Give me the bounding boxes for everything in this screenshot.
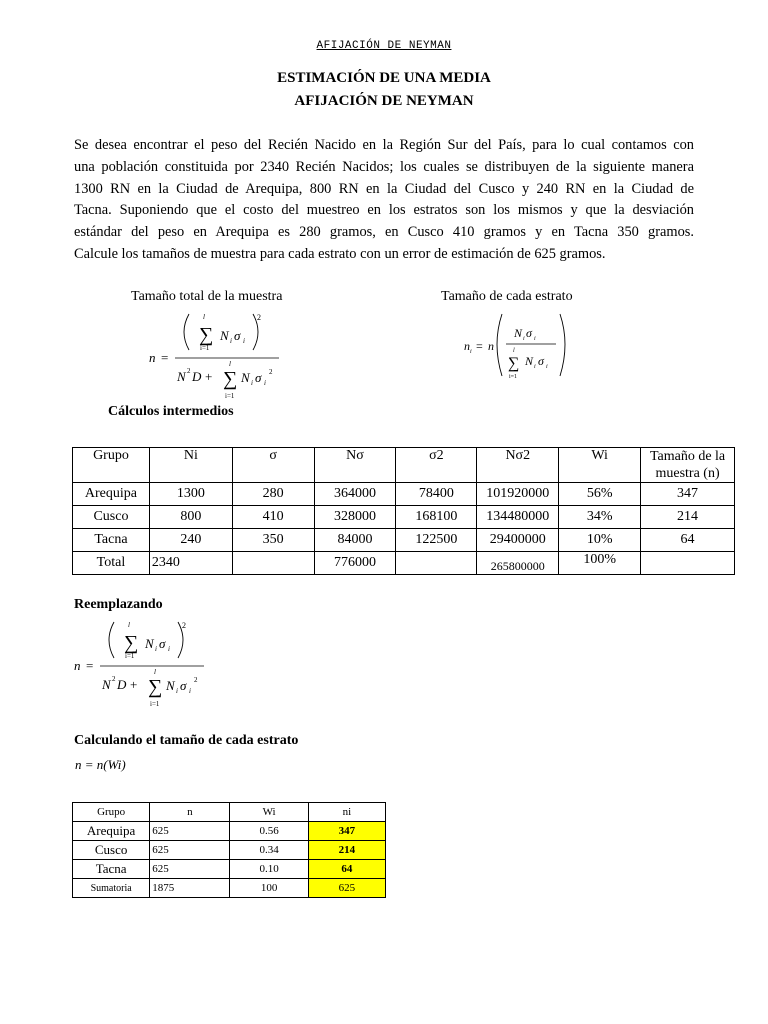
table-cell: 29400000 [477,529,559,552]
table-row [73,529,735,552]
table-cell: 0.34 [230,841,308,860]
formula-sub: i [264,379,266,387]
label-total-sample: Tamaño total de la muestra [131,289,283,304]
formula-N: N [220,328,229,343]
formula-square: 2 [182,621,186,630]
formula-eq: = [161,350,169,365]
header-cell: Wi [559,448,641,483]
table-cell: 625 [150,860,230,879]
title-line-1: ESTIMACIÓN DE UNA MEDIA [277,70,491,86]
table-cell: 84000 [314,529,396,552]
table-total-row [73,879,386,898]
section-intermediate: Cálculos intermedios [108,404,234,419]
highlight-cell: 214 [308,841,385,860]
formula-upper-l: l [128,621,130,629]
formula-sub: i [534,336,536,342]
header-cell: Wi [230,803,308,822]
formula-n: n [488,339,494,353]
header-cell: Nσ [314,448,396,483]
header-cell: Grupo [73,803,150,822]
formula-square: 2 [112,675,116,683]
table-cell: 100% [559,552,641,575]
header-cell: n [150,803,230,822]
table-cell: Arequipa [73,483,150,506]
table-cell: 214 [641,506,735,529]
table-cell: Cusco [73,506,150,529]
formula-square: 2 [269,368,273,376]
highlight-cell: 625 [308,879,385,898]
table-row [73,822,386,841]
table-cell [641,552,735,575]
table-total-row [73,552,735,575]
table-cell: 2340 [149,552,232,575]
formula-sub: i [534,364,536,370]
formula-sub: i [168,645,170,653]
formula-N: N [525,354,534,368]
section-calc-stratum: Calculando el tamaño de cada estrato [74,733,299,748]
table-cell: 625 [150,841,230,860]
table-cell: 134480000 [477,506,559,529]
stratum-table [72,802,386,898]
header-cell: Tamaño de la muestra (n) [641,448,735,483]
paren-right [560,314,565,376]
table-cell: Cusco [73,841,150,860]
table-cell: 265800000 [477,552,559,575]
table-cell: 0.56 [230,822,308,841]
formula-N: N [177,369,186,384]
formula-sub: i [230,337,232,345]
table-cell: 1300 [149,483,232,506]
table-cell: Tacna [73,860,150,879]
table-cell: Total [73,552,150,575]
formula-lower-limit: i=1 [125,652,135,660]
page-header: AFIJACIÓN DE NEYMAN [316,40,452,52]
formula-sigma: σ [538,354,544,368]
formula-sub: i [546,364,548,370]
formula-total-sample [145,310,285,402]
table-header-row [73,448,735,483]
table-cell: 0.10 [230,860,308,879]
formula-sub: i [251,379,253,387]
formula-upper-l: l [203,313,205,321]
formula-n: n [149,350,156,365]
table-cell [396,552,477,575]
formula-sum: ∑ [199,324,214,346]
title-line-2: AFIJACIÓN DE NEYMAN [294,93,474,109]
table-cell: 800 [149,506,232,529]
formula-ni: n = n(Wi) [75,757,126,772]
table-cell: 280 [232,483,314,506]
header-cell: Grupo [73,448,150,483]
paren-left [497,314,502,376]
table-cell: 168100 [396,506,477,529]
paren-left [184,314,189,350]
formula-replacing [70,618,210,710]
section-replacing: Reemplazando [74,597,163,612]
table-cell: 34% [559,506,641,529]
formula-square: 2 [187,367,191,375]
paragraph-line: 1300 RN en la Ciudad de Arequipa, 800 RN en la Ciudad del Cusco y 240 RN en la Ciudad de [74,180,694,197]
paragraph-line: Tacna. Suponiendo que el costo del muestreo en los estratos son los mismos y que la desviación [74,202,694,219]
table-cell: 101920000 [477,483,559,506]
formula-eq: = [86,658,94,673]
table-cell: 56% [559,483,641,506]
label-each-stratum: Tamaño de cada estrato [441,289,573,304]
paragraph-line: una población constituida por 2340 Recién Nacidos; los cuales se distribuyen de la siguiente manera [74,158,694,175]
table-cell: 240 [149,529,232,552]
table-cell: Tacna [73,529,150,552]
table-cell: 347 [641,483,735,506]
formula-upper-l: l [513,348,515,354]
formula-sub: i [176,687,178,695]
highlight-cell: 347 [308,822,385,841]
table-header-row [73,803,386,822]
problem-paragraph [74,135,694,266]
table-row [73,483,735,506]
formula-sigma: σ [180,678,187,693]
formula-sum: ∑ [508,355,520,372]
intermediate-table [72,447,735,575]
formula-each-stratum [462,310,572,382]
formula-sub: i [189,687,191,695]
formula-sub: i [155,645,157,653]
table-cell: 776000 [314,552,396,575]
table-row [73,506,735,529]
table-cell: 410 [232,506,314,529]
formula-lower-limit: i=1 [200,344,210,352]
table-row [73,841,386,860]
formula-eq: = [476,339,483,353]
table-cell: 350 [232,529,314,552]
table-cell: 364000 [314,483,396,506]
formula-n: n [74,658,81,673]
header-cell: Ni [149,448,232,483]
table-cell: Sumatoria [73,879,150,898]
formula-plus: + [130,677,138,692]
formula-lower-limit: i=1 [225,392,235,400]
table-cell: 625 [150,822,230,841]
formula-sum: ∑ [223,368,238,390]
table-row [73,860,386,879]
table-cell: 328000 [314,506,396,529]
table-cell: 78400 [396,483,477,506]
formula-square: 2 [257,313,261,322]
formula-N: N [241,370,250,385]
formula-D: D [117,677,127,692]
formula-sigma: σ [159,636,166,651]
formula-sigma: σ [526,326,532,340]
formula-plus: + [205,369,213,384]
paragraph-line: estándar del peso en Arequipa es 280 gramos, en Cusco 410 gramos y en Tacna 350 gramos. [74,224,694,241]
formula-square: 2 [194,676,198,684]
highlight-cell: 64 [308,860,385,879]
formula-sum: ∑ [148,676,163,698]
header-cell: σ [232,448,314,483]
formula-n: n [464,339,470,353]
table-cell: 64 [641,529,735,552]
header-cell: Nσ2 [477,448,559,483]
paragraph-line: Calcule los tamaños de muestra para cada estrato con un error de estimación de 625 gramos. [74,245,606,262]
formula-N: N [145,636,154,651]
formula-lower-limit: i=1 [150,700,160,708]
formula-sub: i [523,336,525,342]
paragraph-line: Se desea encontrar el peso del Recién Nacido en la Región Sur del País, para lo cual contamos con [74,137,694,153]
header-cell: ni [308,803,385,822]
table-cell: Arequipa [73,822,150,841]
formula-N: N [514,326,523,340]
table-cell: 1875 [150,879,230,898]
formula-sub: i [470,349,472,355]
formula-upper-l: l [229,360,231,368]
paren-left [109,622,114,658]
formula-sigma: σ [234,328,241,343]
formula-N: N [102,677,111,692]
formula-upper-l: l [154,668,156,676]
table-cell [232,552,314,575]
table-cell: 10% [559,529,641,552]
formula-D: D [192,369,202,384]
formula-lower-limit: i=1 [509,374,518,380]
formula-N: N [166,678,175,693]
table-cell: 100 [230,879,308,898]
table-cell: 122500 [396,529,477,552]
formula-sub: i [243,337,245,345]
formula-sigma: σ [255,370,262,385]
header-cell: σ2 [396,448,477,483]
formula-sum: ∑ [124,632,139,654]
